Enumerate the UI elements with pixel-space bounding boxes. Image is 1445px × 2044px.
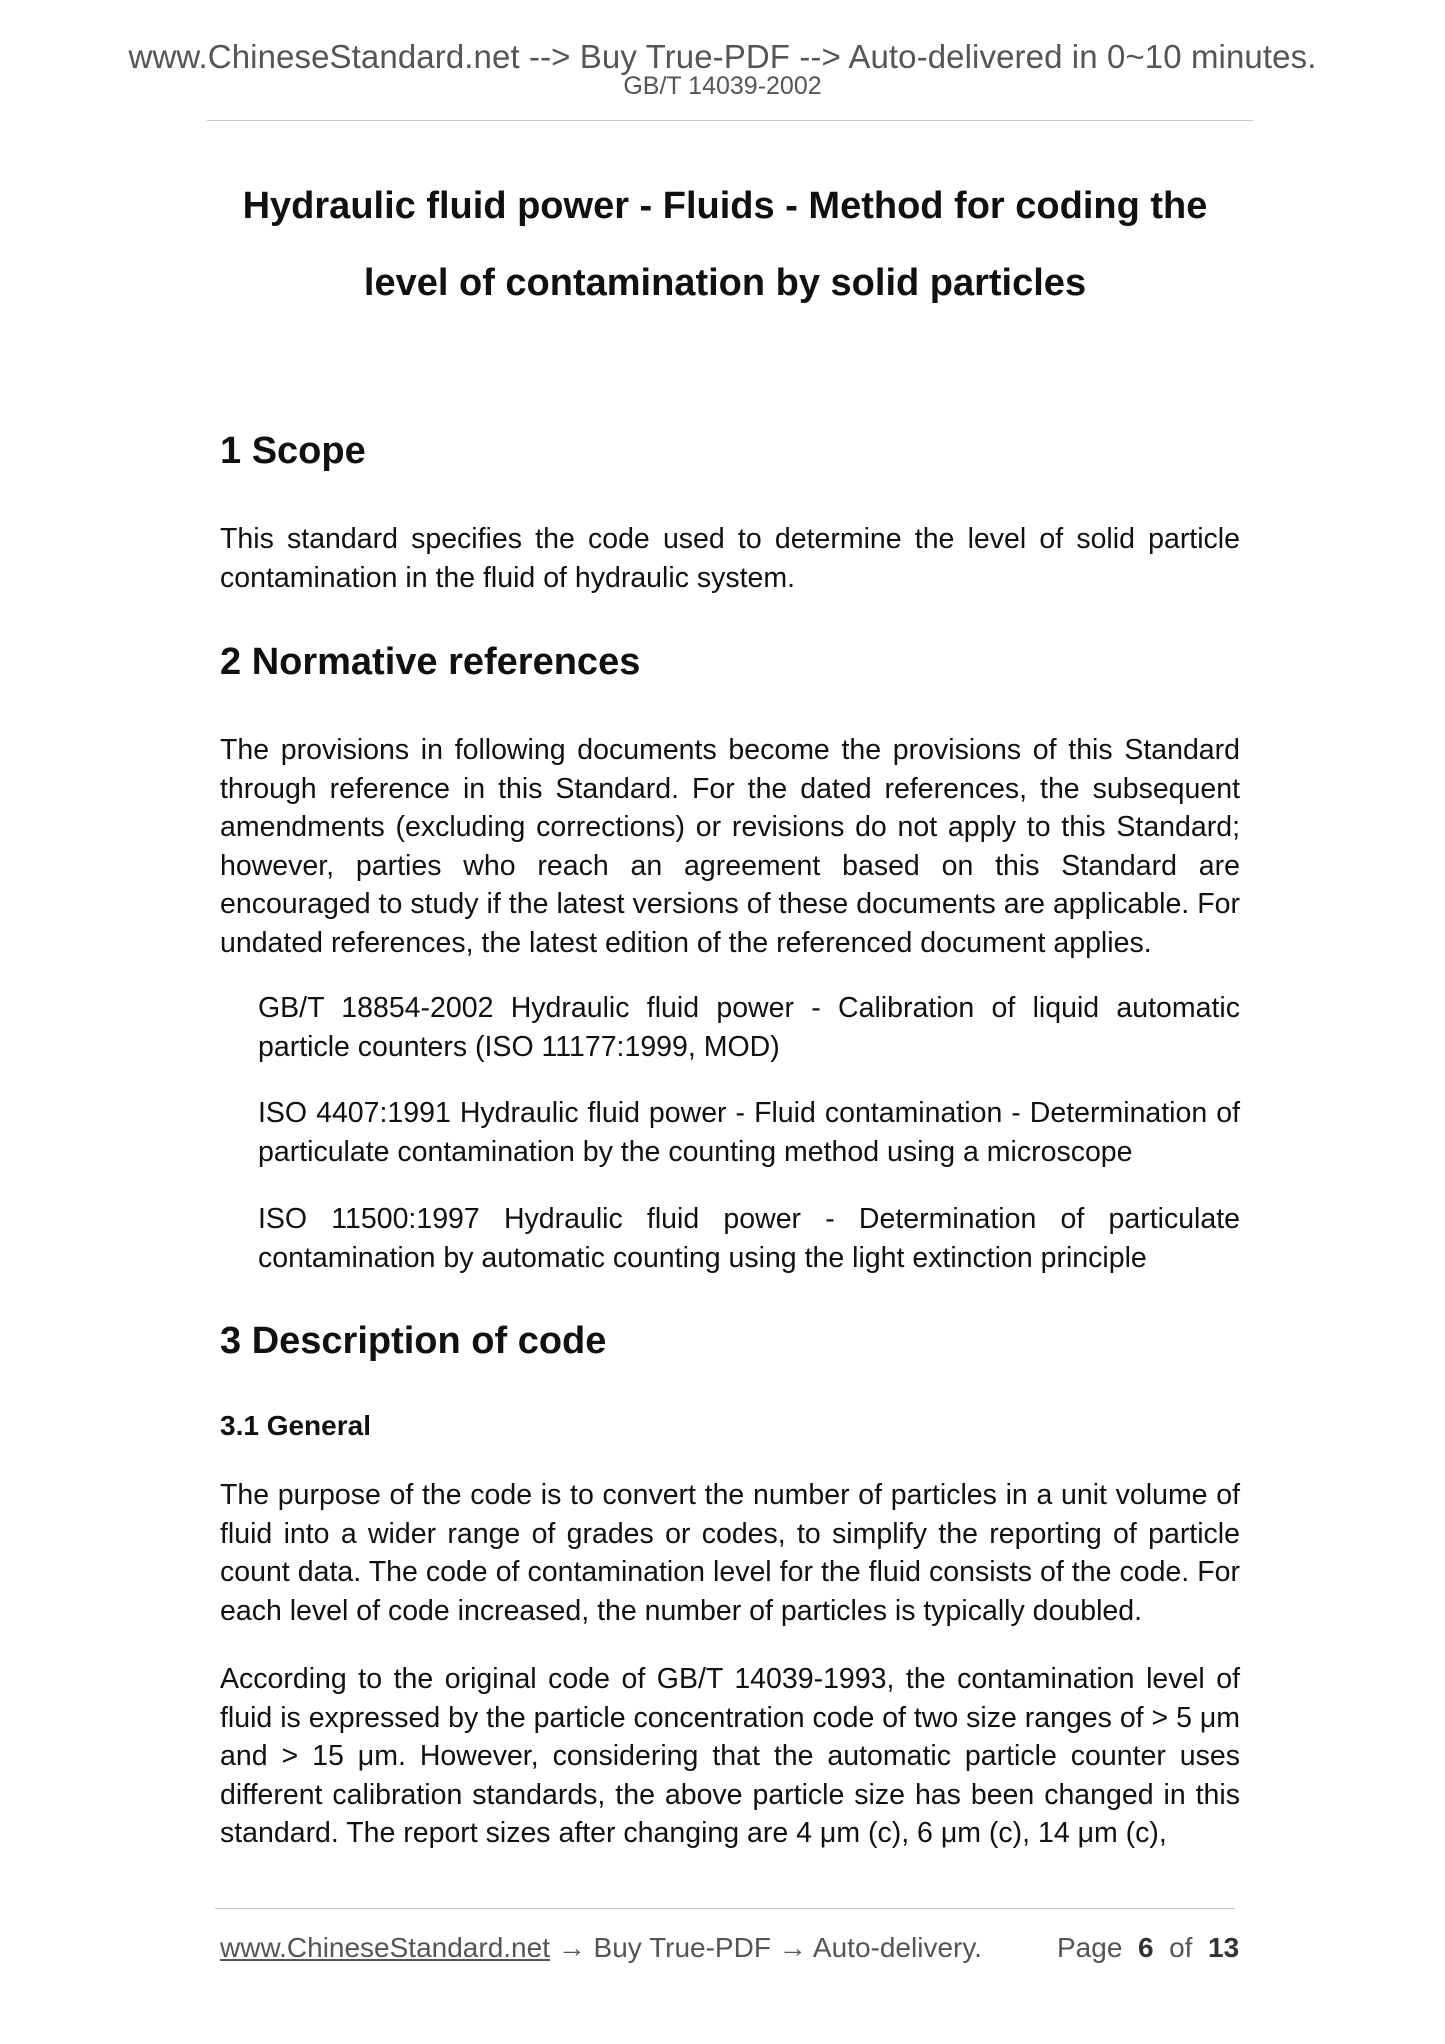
normative-paragraph: The provisions in following documents become the provisions of this Standard through reference in this Standard. For the dated references, the subsequent amendments (excluding corrections) or revisions do not apply to this Standard; however, parties who reach an agreement based on this Standard are encouraged to study if the latest versions of these documents are applicable. For undated references, the latest edition of the referenced document applies. [220, 734, 1240, 959]
title-line-1: Hydraulic fluid power - Fluids - Method for coding the [242, 185, 1208, 227]
title-line-2: level of contamination by solid particles [363, 262, 1087, 304]
reference-item: GB/T 18854-2002 Hydraulic fluid power - Calibration of liquid automatic particle counters (ISO 11177:1999, MOD) [258, 992, 1240, 1063]
section-heading-normative-references: 2 Normative references [220, 641, 641, 683]
footer-divider [215, 1908, 1235, 1909]
page-total: 13 [1208, 1932, 1240, 1963]
reference-item: ISO 11500:1997 Hydraulic fluid power - Determination of particulate contamination by automatic counting using the light extinction principle [258, 1203, 1240, 1274]
header-divider [207, 120, 1253, 121]
page-indicator [1057, 1932, 1239, 1964]
page-label: Page [1057, 1932, 1123, 1963]
scope-heading-block [220, 428, 1240, 474]
page-number: 6 [1137, 1932, 1154, 1963]
footer-site-link[interactable]: www.ChineseStandard.net [220, 1932, 550, 1963]
general-paragraph-2: According to the original code of GB/T 14039-1993, the contamination level of fluid is expressed by the particle concentration code of two size ranges of > 5 μm and > 15 μm. However, considering that the automatic particle counter uses different calibration standards, the above particle size has been changed in this standard. The report sizes after changing are 4 μm (c), 6 μm (c), 14 μm (c), [220, 1663, 1241, 1849]
footer-tagline: → Buy True-PDF → Auto-delivery. [549, 1932, 983, 1963]
footer-left [220, 1932, 982, 1964]
reference-item: ISO 4407:1991 Hydraulic fluid power - Fluid contamination - Determination of particulate contamination by the counting method using a microscope [258, 1097, 1240, 1168]
document-title [220, 168, 1230, 322]
page-of-label: of [1169, 1932, 1193, 1963]
subsection-heading-general: 3.1 General [220, 1410, 371, 1441]
scope-paragraph: This standard specifies the code used to determine the level of solid particle contamination in the fluid of hydraulic system. [220, 523, 1240, 594]
document-id: GB/T 14039-2002 [623, 72, 822, 100]
top-banner: www.ChineseStandard.net --> Buy True-PDF --> Auto-delivered in 0~10 minutes. [128, 38, 1317, 75]
section-heading-description-of-code: 3 Description of code [220, 1320, 607, 1362]
general-paragraph-1: The purpose of the code is to convert the number of particles in a unit volume of fluid into a wider range of grades or codes, to simplify the reporting of particle count data. The code of contamination level for the fluid consists of the code. For each level of code increased, the number of particles is typically doubled. [220, 1479, 1240, 1627]
section-heading-scope: 1 Scope [220, 430, 366, 472]
